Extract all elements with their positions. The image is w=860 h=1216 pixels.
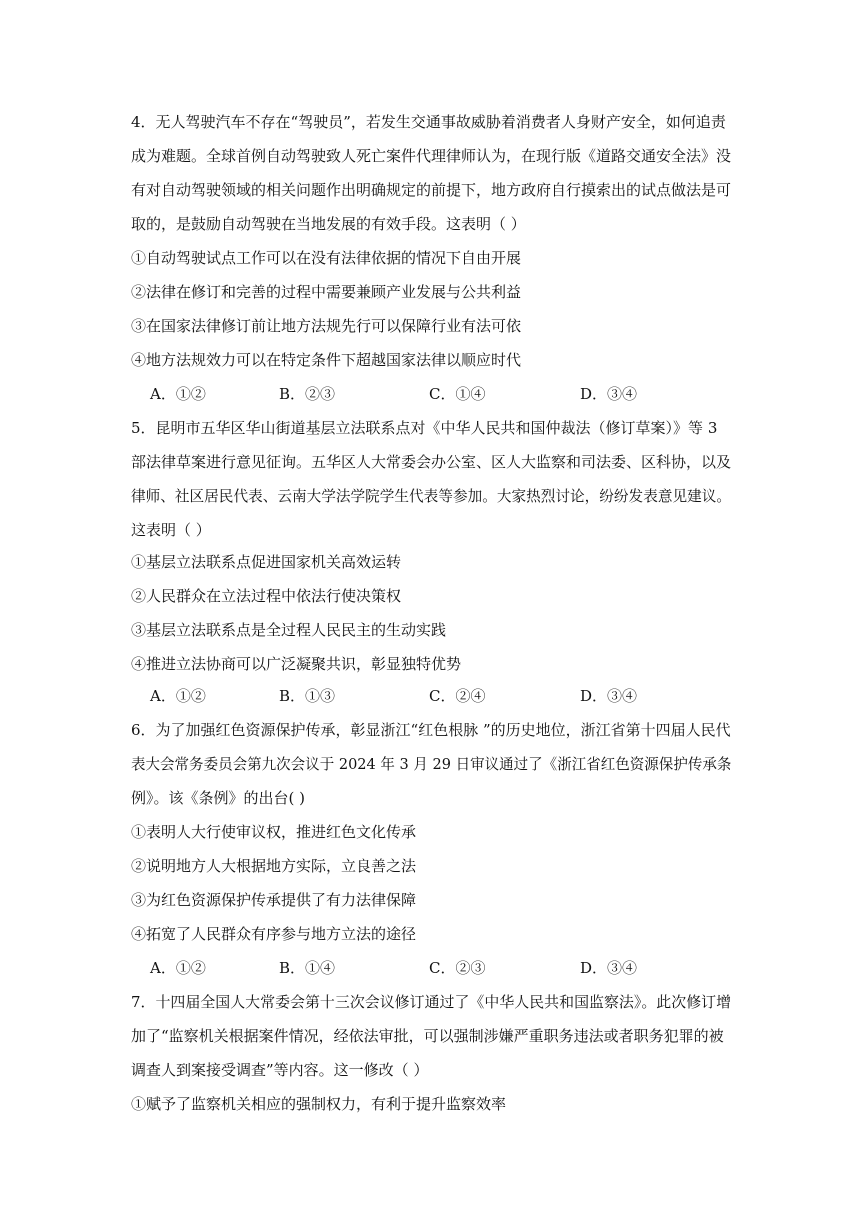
question-5-stem-line: 律师、社区居民代表、云南大学法学院学生代表等参加。大家热烈讨论，纷纷发表意见建议。	[131, 487, 732, 505]
question-6-statement: ④拓宽了人民群众有序参与地方立法的途径	[131, 925, 417, 943]
question-4-option-a: A．①②	[150, 385, 206, 403]
question-6-option-b: B．①④	[279, 959, 336, 977]
question-5-option-c: C．②④	[429, 687, 486, 705]
question-6-option-a: A．①②	[150, 959, 206, 977]
question-6-statement: ③为红色资源保护传承提供了有力法律保障	[131, 891, 417, 909]
question-6-statement: ①表明人大行使审议权，推进红色文化传承	[131, 823, 417, 841]
question-4-option-d: D．③④	[580, 385, 638, 403]
question-6-stem-line: 表大会常务委员会第九次会议于 2024 年 3 月 29 日审议通过了《浙江省红色资源保护传承条	[131, 755, 732, 773]
question-5-statement: ④推进立法协商可以广泛凝聚共识，彰显独特优势	[131, 655, 462, 673]
question-4-option-c: C．①④	[429, 385, 486, 403]
question-5-statement: ③基层立法联系点是全过程人民民主的生动实践	[131, 621, 447, 639]
question-6-stem-line: 6．为了加强红色资源保护传承，彰显浙江“红色根脉 ”的历史地位，浙江省第十四届人民代	[131, 721, 731, 739]
question-4-stem-line: 有对自动驾驶领域的相关问题作出明确规定的前提下，地方政府自行摸索出的试点做法是可	[131, 181, 732, 199]
question-5-statement: ①基层立法联系点促进国家机关高效运转	[131, 553, 402, 571]
question-4-statement: ④地方法规效力可以在特定条件下超越国家法律以顺应时代	[131, 351, 522, 369]
question-4-statement: ③在国家法律修订前让地方法规先行可以保障行业有法可依	[131, 317, 522, 335]
question-5-option-b: B．①③	[279, 687, 336, 705]
question-4-statement: ①自动驾驶试点工作可以在没有法律依据的情况下自由开展	[131, 249, 522, 267]
question-5-stem-line: 部法律草案进行意见征询。五华区人大常委会办公室、区人大监察和司法委、区科协，以及	[131, 453, 732, 471]
question-4-statement: ②法律在修订和完善的过程中需要兼顾产业发展与公共利益	[131, 283, 522, 301]
question-6-stem-line: 例》。该《条例》的出台( )	[131, 789, 305, 807]
question-4-option-b: B．②③	[279, 385, 336, 403]
question-5-stem-line: 这表明（ ）	[131, 521, 211, 539]
question-6-option-c: C．②③	[429, 959, 486, 977]
question-4-stem-line: 成为难题。全球首例自动驾驶致人死亡案件代理律师认为，在现行版《道路交通安全法》没	[131, 147, 732, 165]
question-5-option-a: A．①②	[150, 687, 206, 705]
question-5-stem-line: 5．昆明市五华区华山街道基层立法联系点对《中华人民共和国仲裁法（修订草案）》等 3	[131, 419, 718, 437]
question-6-option-d: D．③④	[580, 959, 638, 977]
question-5-statement: ②人民群众在立法过程中依法行使决策权	[131, 587, 402, 605]
question-6-statement: ②说明地方人大根据地方实际，立良善之法	[131, 857, 417, 875]
question-7-stem-line: 加了“监察机关根据案件情况，经依法审批，可以强制涉嫌严重职务违法或者职务犯罪的被	[131, 1027, 724, 1045]
question-5-option-d: D．③④	[580, 687, 638, 705]
question-7-stem-line: 7．十四届全国人大常委会第十三次会议修订通过了《中华人民共和国监察法》。此次修订增	[131, 993, 732, 1011]
question-4-stem-line: 取的，是鼓励自动驾驶在当地发展的有效手段。这表明（ ）	[131, 215, 526, 233]
question-4-stem-line: 4．无人驾驶汽车不存在“驾驶员”，若发生交通事故威胁着消费者人身财产安全，如何追责	[131, 113, 726, 131]
question-7-stem-line: 调查人到案接受调查”等内容。这一修改（ ）	[131, 1061, 429, 1079]
question-7-statement: ①赋予了监察机关相应的强制权力，有利于提升监察效率	[131, 1095, 507, 1113]
